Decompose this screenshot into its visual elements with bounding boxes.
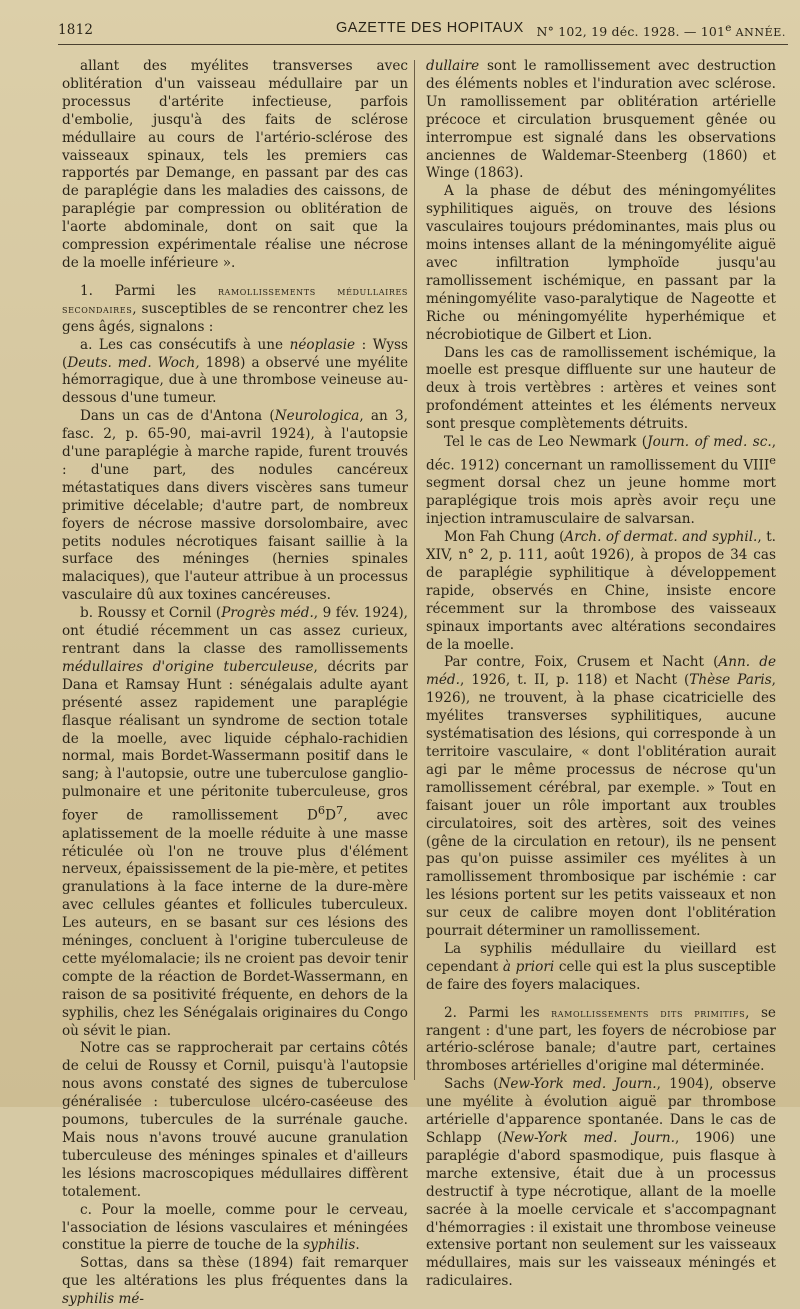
journal-title: GAZETTE DES HOPITAUX xyxy=(336,20,524,36)
issue-info: N° 102, 19 déc. 1928. — 101e ANNÉE. xyxy=(536,22,786,40)
paragraph: a. Les cas consécutifs à une néoplasie : Wyss (Deuts. med. Woch, 1898) a observé une myélite hémorragique, due à une thrombose veineuse au-dessous d'une tumeur. xyxy=(62,336,408,407)
paragraph: Notre cas se rapprocherait par certains côtés de celui de Roussy et Cornil, puisqu'à l'autopsie nous avons constaté des signes de tuberculose généralisée : tuberculose ulcéro-caséeuse des poumons, tubercules de la surrénale gauche. Mais nous n'avons trouvé aucune granulation tuberculeuse des méninges spinales et d'ailleurs les lésions macroscopiques médullaires diffèrent totalement. xyxy=(62,1040,408,1200)
paragraph: Sottas, dans sa thèse (1894) fait remarquer que les altérations les plus fréquentes dans la syphilis mé- xyxy=(62,1255,408,1308)
paragraph: Tel le cas de Leo Newmark (Journ. of med. sc., déc. 1912) concernant un ramollissement du VIIIe segment dorsal chez un jeune homme mort paraplégique trois mois après avoir reçu une injection intramusculaire de salvarsan. xyxy=(426,434,777,528)
paragraph: 2. Parmi les ramollissements dits primitifs, se rangent : d'une part, les foyers de nécrobiose par artério-sclérose banale; d'autre part, certaines thromboses artérielles d'origine mal déterminée. xyxy=(426,1004,776,1075)
paragraph: allant des myélites transverses avec oblitération d'un vaisseau médullaire par un processus d'artérite infectieuse, parfois d'embolie, jusqu'à des faits de sclérose médullaire au cours de l'artério-sclérose des vaisseaux spinaux, tels les premiers cas rapportés par Demange, en passant par des cas de paraplégie dans les maladies des caissons, de paraplégie par compression ou oblitération de l'aorte abdominale, dont on sait que la compression expérimentale réalise une nécrose de la moelle inférieure ». xyxy=(62,58,408,271)
paragraph: Dans un cas de d'Antona (Neurologica, an 3, fasc. 2, p. 65-90, mai-avril 1924), à l'autopsie d'une paraplégie à marche rapide, furent trouvés : d'une part, des nodules cancéreux métastatiques dans divers viscères sans tumeur primitive décelable; d'autre part, de nombreux foyers de nécrose massive dorsolombaire, avec petits nodules nécrotiques faisant saillie à la surface des méninges (hernies spinales malaciques), que l'auteur attribue à un processus vasculaire dû aux toxines cancéreuses. xyxy=(62,408,408,604)
paragraph: b. Roussy et Cornil (Progrès méd., 9 fév. 1924), ont étudié récemment un cas assez curieux, rentrant dans la classe des ramollissements médullaires d'origine tuberculeuse, décrits par Dana et Ramsay Hunt : sénégalais adulte ayant présenté assez rapidement une paraplégie flasque réalisant un syndrome de section totale de la moelle, avec liquide céphalo-rachidien normal, mais Bordet-Wassermann positif dans le sang; à l'autopsie, outre une tuberculose ganglio-pulmonaire et une péritonite tuberculeuse, gros foyer de ramollissement $D^6D^7$, avec aplatissement de la moelle réduite à une masse réticulée où l'on ne trouve plus d'élément nerveux, épaississement de la pie-mère, et petites granulations à la face interne de la dure-mère avec cellules géantes et follicules tuberculeux. Les auteurs, en se basant sur ces lésions des méninges, concluent à l'origine tuberculeuse de cette myélomalacie; ils ne croient pas devoir tenir compte de la réaction de Bordet-Wassermann, en raison de sa positivité fréquente, en dehors de la syphilis, chez les Sénégalais originaires du Congo où sévit le pian. xyxy=(62,605,408,1039)
paragraph: Mon Fah Chung (Arch. of dermat. and syphil., t. XIV, n° 2, p. 111, août 1926), à propos de 34 cas de paraplégie syphilitique à développement rapide, observés en Chine, insiste encore récemment sur la thrombose des vaisseaux spinaux importants avec altérations secondaires de la moelle. xyxy=(426,529,776,653)
paragraph: Sachs (New-York med. Journ., 1904), observe une myélite à évolution aiguë par thrombose artérielle d'apparence spontanée. Dans le cas de Schlapp (New-York med. Journ., 1906) une paraplégie d'abord spasmodique, puis flasque à marche extensive, était due à un processus destructif à type nécrotique, allant de la moelle sacrée à la moelle cervicale et s'accompagnant d'hémorragies : il existait une thrombose veineuse extensive portant non seulement sur les vaisseaux médullaires, mais sur les vaisseaux méningés et radiculaires. xyxy=(426,1076,777,1290)
page-number: 1812 xyxy=(58,22,94,38)
paragraph: A la phase de début des méningomyélites syphilitiques aiguës, on trouve des lésions vasculaires toujours prédominantes, mais plus ou moins intenses allant de la méningomyélite aiguë avec infiltration lymphoïde jusqu'au ramollissement ischémique, en passant par la méningomyélite vaso-paralytique de Nageotte et Riche ou méningomyélite hyperhémique et nécrobiotique de Gilbert et Lion. xyxy=(426,183,776,343)
left-column xyxy=(62,58,408,1309)
paragraph: dullaire sont le ramollissement avec destruction des éléments nobles et l'induration avec sclérose. Un ramollissement par oblitération artérielle précoce et circulation brusquement gênée ou interrompue est signalé dans les observations anciennes de Waldemar-Steenberg (1860) et Winge (1863). xyxy=(426,58,776,182)
column-divider xyxy=(414,60,415,1080)
paragraph: 1. Parmi les ramollissements médullaires secondaires, susceptibles de se rencontrer chez les gens âgés, signalons : xyxy=(62,282,408,335)
paragraph: Dans les cas de ramollissement ischémique, la moelle est presque diffluente sur une hauteur de deux à trois vertèbres : artères et veines sont profondément atteintes et les éléments nerveux sont presque complètements détruits. xyxy=(426,344,776,433)
right-column xyxy=(426,58,776,1291)
paragraph: c. Pour la moelle, comme pour le cerveau, l'association de lésions vasculaires et méningées constitue la pierre de touche de la syphilis. xyxy=(62,1201,408,1254)
page-header xyxy=(58,16,786,42)
paragraph: Par contre, Foix, Crusem et Nacht (Ann. de méd., 1926, t. II, p. 118) et Nacht (Thèse Paris, 1926), ne trouvent, à la phase cicatricielle des myélites transverses syphilitiques, aucune systématisation des lésions, qui corresponde à un territoire vasculaire, « dont l'oblitération aurait agi par le même processus de nécrose qu'un ramollissement cérébral, par exemple. » Tout en faisant jouer un rôle important aux troubles circulatoires, soit des artères, soit des veines (gêne de la circulation en retour), ils ne pensent pas qu'on puisse assimiler ces myélites à un ramollissement thrombosique par ischémie : car les lésions portent sur les petits vaisseaux et non sur ceux de calibre moyen dont l'oblitération pourrait déterminer un ramollissement. xyxy=(426,654,776,940)
paragraph: La syphilis médullaire du vieillard est cependant à priori celle qui est la plus susceptible de faire des foyers malaciques. xyxy=(426,940,776,993)
header-rule xyxy=(58,44,788,45)
